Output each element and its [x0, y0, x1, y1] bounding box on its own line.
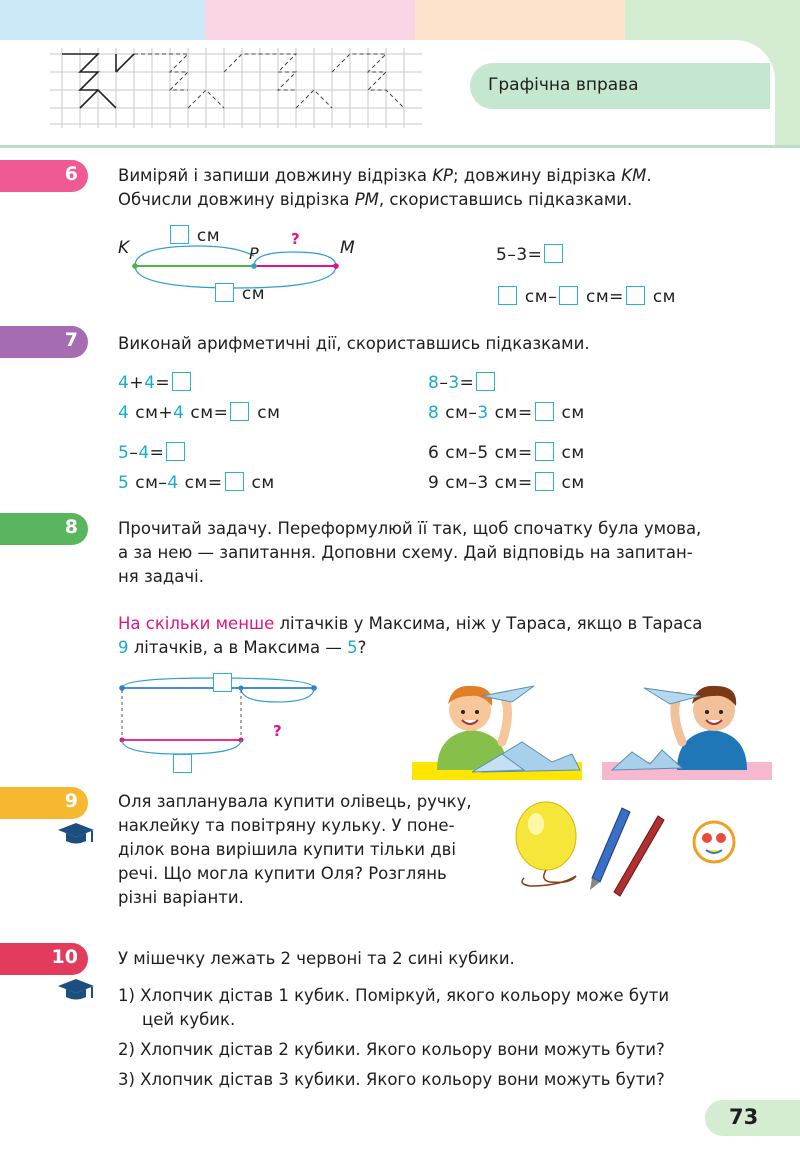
list-item: 2) Хлопчик дістав 2 кубики. Якого кольору вони можуть бути?: [118, 1040, 665, 1059]
operand: 4: [173, 403, 185, 423]
task6-equation-2: см– см= см: [496, 286, 676, 307]
unit: см: [494, 403, 518, 423]
operand: 5: [496, 245, 508, 265]
task-number: 6: [64, 163, 78, 185]
unit: см: [445, 473, 469, 493]
answer-box[interactable]: [544, 244, 563, 263]
page-number-tab: [705, 1100, 800, 1136]
task7-line-5: 8–3=: [428, 372, 497, 393]
operand: 3: [516, 245, 528, 265]
segment-label: KM: [621, 166, 647, 185]
operator: –: [129, 443, 139, 463]
boys-with-paper-planes-illustration: [412, 672, 772, 782]
kp-answer: [168, 225, 220, 246]
task10-items: [118, 984, 778, 1092]
number: 9: [118, 638, 129, 657]
unit: см: [585, 287, 610, 307]
operand: 3: [448, 373, 460, 393]
text: ?: [357, 638, 367, 657]
unit: см: [561, 443, 585, 463]
unit: см: [184, 473, 208, 493]
task7-line-2: 4 см+4 см= см: [118, 403, 281, 423]
task-number: 10: [51, 946, 78, 968]
section-title: Графічна вправа: [488, 75, 639, 95]
text: ; довжину відрізка: [453, 166, 622, 185]
operand: 4: [167, 473, 179, 493]
text-line: речі. Що могла купити Оля? Розглянь: [118, 864, 447, 883]
task8-problem: [118, 612, 768, 660]
operator: –: [468, 473, 478, 493]
km-answer: [213, 283, 265, 304]
text: Виміряй і запиши довжину відрізка: [118, 166, 433, 185]
answer-box[interactable]: [173, 754, 192, 773]
answer-box[interactable]: [215, 283, 234, 302]
operator: –: [158, 473, 168, 493]
text-line: наклейку та повітряну кульку. У поне-: [118, 816, 455, 835]
segment-label: PM: [354, 190, 379, 209]
task7-line-6: 8 см–3 см= см: [428, 403, 585, 423]
operator: –: [468, 403, 478, 423]
unit: см: [190, 403, 214, 423]
operand: 8: [428, 373, 440, 393]
task7-line-8: 9 см–3 см= см: [428, 473, 585, 493]
highlight: На скільки менше: [118, 614, 275, 633]
operator: +: [158, 403, 174, 423]
list-item: 3) Хлопчик дістав 3 кубики. Якого кольору вони можуть бути?: [118, 1070, 665, 1089]
unit: см: [445, 443, 469, 463]
segment-label: KP: [432, 166, 453, 185]
answer-box[interactable]: [166, 442, 185, 461]
unit: см: [445, 403, 469, 423]
operand: 6: [428, 443, 440, 463]
operand: 4: [118, 403, 130, 423]
operand: 9: [428, 473, 440, 493]
section-title-pill: [470, 63, 770, 109]
unit: см: [135, 403, 159, 423]
text-line: а за нею — запитання. Доповни схему. Дай відповідь на запитан-: [118, 543, 693, 562]
text: Обчисли довжину відрізка: [118, 190, 355, 209]
operand: 4: [138, 443, 150, 463]
list-item: 1) Хлопчик дістав 1 кубик. Поміркуй, якого кольору може бути: [118, 986, 670, 1005]
operator: –: [468, 443, 478, 463]
number: 5: [347, 638, 358, 657]
task-number: 7: [64, 329, 78, 351]
task-number-badge: [0, 160, 88, 192]
answer-box[interactable]: [535, 442, 554, 461]
task6-text: [118, 164, 768, 212]
task7-line-7: 6 см–5 см= см: [428, 443, 585, 463]
operand: 4: [118, 373, 130, 393]
question-mark: ?: [273, 722, 282, 740]
point-p-label: P: [249, 244, 259, 263]
operand: 8: [428, 403, 440, 423]
task7-intro: Виконай арифметичні дії, скориставшись підказками.: [118, 334, 590, 353]
operand: 5: [118, 443, 130, 463]
task10-intro: У мішечку лежать 2 червоні та 2 сині кубики.: [118, 949, 515, 968]
task-number-badge: [0, 943, 88, 975]
question-mark: ?: [291, 230, 300, 248]
graphic-exercise-grid: [50, 48, 422, 128]
answer-box[interactable]: [498, 286, 517, 305]
operator: –: [507, 245, 517, 265]
answer-box[interactable]: [535, 402, 554, 421]
answer-box[interactable]: [559, 286, 578, 305]
unit: см: [494, 443, 518, 463]
text-line: Оля запланувала купити олівець, ручку,: [118, 792, 472, 811]
task7-line-1: 4+4=: [118, 372, 193, 393]
answer-box[interactable]: [230, 402, 249, 421]
header-color-bar: [0, 0, 800, 40]
unit: см: [494, 473, 518, 493]
text: , скориставшись підказками.: [378, 190, 633, 209]
task-number-badge: [0, 513, 88, 545]
unit: см: [561, 473, 585, 493]
task7-line-3: 5–4=: [118, 442, 187, 463]
point-m-label: M: [340, 238, 355, 258]
graduation-cap-icon: [56, 820, 96, 848]
text: літачків, а в Максима —: [128, 638, 348, 657]
text-line: Прочитай задачу. Переформулюй її так, щоб спочатку була умова,: [118, 519, 702, 538]
equals: =: [527, 245, 543, 265]
answer-box[interactable]: [170, 225, 189, 244]
unit: см: [524, 287, 549, 307]
operand: 3: [477, 473, 489, 493]
task8-text: [118, 517, 768, 589]
text-line: ділок вона вирішила купити тільки дві: [118, 840, 456, 859]
list-item: цей кубик.: [142, 1010, 236, 1029]
answer-box[interactable]: [225, 472, 244, 491]
operand: 5: [118, 473, 130, 493]
task-number: 9: [64, 790, 78, 812]
graduation-cap-icon: [56, 976, 96, 1004]
task-number: 8: [64, 516, 78, 538]
task6-equation-1: [496, 244, 565, 265]
operand: 4: [144, 373, 156, 393]
unit: см: [652, 287, 676, 307]
task-number-badge: [0, 326, 88, 358]
text-line: ня задачі.: [118, 567, 204, 586]
page-number: 73: [729, 1105, 759, 1129]
operator: –: [439, 373, 449, 393]
answer-box[interactable]: [172, 372, 191, 391]
text: літачків у Максима, ніж у Тараса, якщо в Тараса: [274, 614, 703, 633]
task-number-badge: [0, 787, 88, 819]
unit: см: [561, 403, 585, 423]
unit: см: [251, 473, 275, 493]
unit: см: [135, 473, 159, 493]
unit: см: [196, 226, 221, 246]
unit: см: [241, 284, 266, 304]
point-k-label: K: [118, 238, 130, 258]
answer-box[interactable]: [626, 286, 645, 305]
answer-box[interactable]: [213, 673, 232, 692]
unit: см: [257, 403, 281, 423]
header-divider: [0, 145, 800, 148]
task7-line-4: 5 см–4 см= см: [118, 473, 275, 493]
task9-text: [118, 790, 498, 910]
answer-box[interactable]: [535, 472, 554, 491]
text-line: різні варіанти.: [118, 888, 244, 907]
operand: 5: [477, 443, 489, 463]
operator: +: [129, 373, 145, 393]
answer-box[interactable]: [476, 372, 495, 391]
items-illustration: [510, 798, 750, 898]
text: .: [646, 166, 652, 185]
operand: 3: [477, 403, 489, 423]
